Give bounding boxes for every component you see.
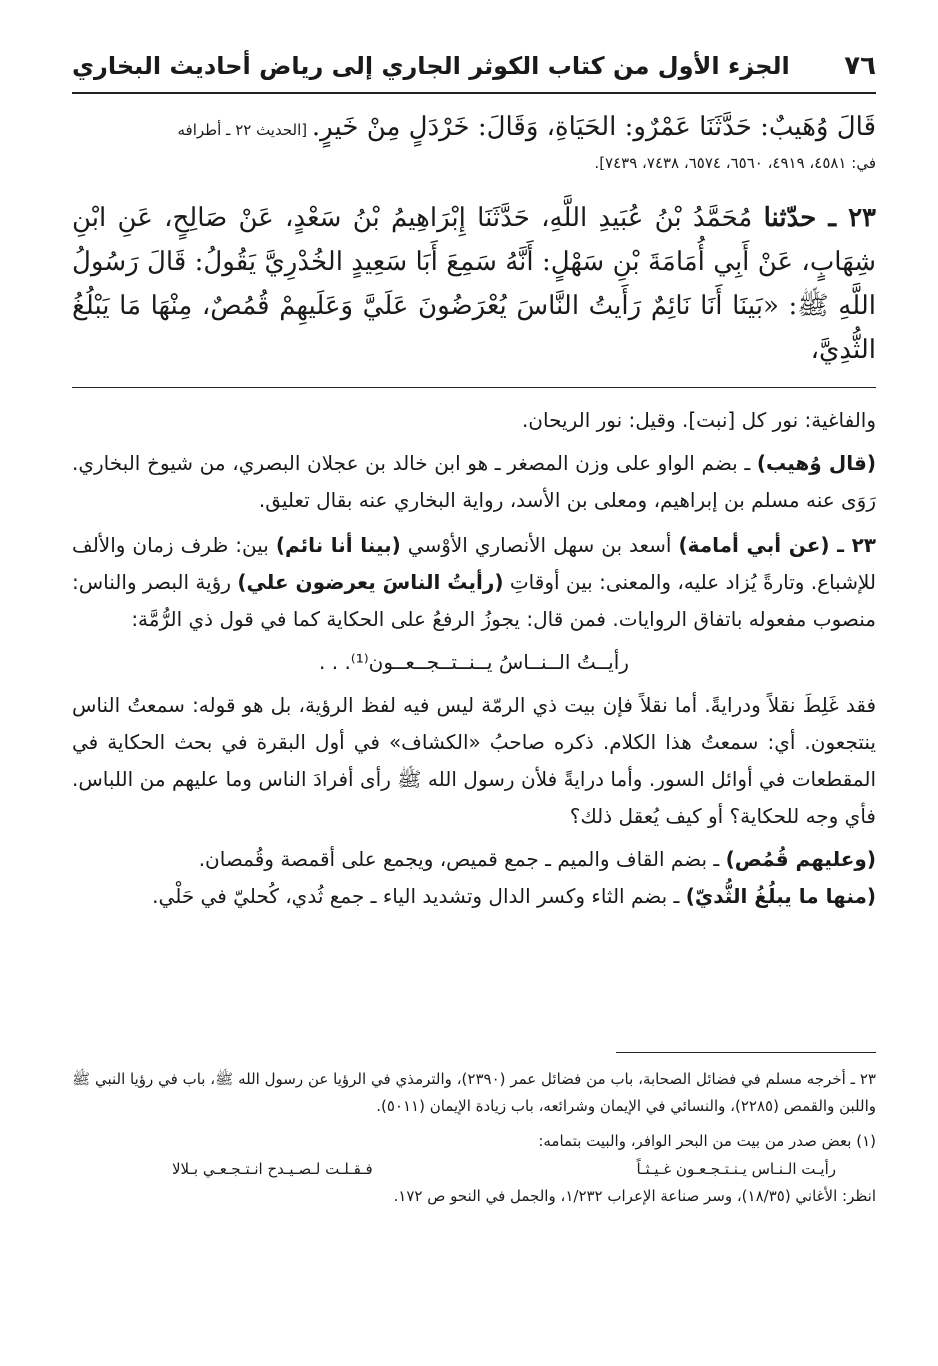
commentary-paragraph: والفاغية: نور كل [نبت]. وقيل: نور الريحان. <box>521 408 876 432</box>
poem-first-hemistich: رأيـت الـنـاس يـنـتـجـعـون غـيـثـاً <box>636 1160 836 1178</box>
commentary <box>72 402 876 915</box>
commentary-paragraph: (قال وُهيب) ـ بضم الواو على وزن المصغر ـ هو ابن خالد بن عجلان البصري، من شيوخ البخاري. رَوَى عنه مسلم بن إبراهيم، ومعلى بن الأسد، رواية البخاري عنه بقال تعليق. <box>72 451 876 512</box>
footnote-23: ٢٣ ـ أخرجه مسلم في فضائل الصحابة، باب من فضائل عمر (٢٣٩٠)، والترمذي في الرؤيا عن رسول الله ﷺ، باب في رؤيا النبي ﷺ واللبن والقمص (٢٢٨٥)، والنسائي في الإيمان وشرائعه، باب زيادة الإيمان (٥٠١١). <box>72 1070 876 1115</box>
quoted-term: ٢٣ ـ (عن أبي أمامة) <box>678 533 876 557</box>
commentary-paragraph: فقد غَلِطَ نقلاً ودرايةً. أما نقلاً فإن بيت ذي الرمّة ليس فيه لفظ الرؤية، بل هو قوله: سمعتُ الناس ينتجعون. أي: سمعتُ هذا الكلام. ذكره صاحبُ «الكشاف» في أول البقرة في بحث الحكاية في المقطعات في أوائل السور. وأما درايةً فلأن رسول الله ﷺ رأى أفرادَ الناس وما عليهم من اللباس. فأي وجه للحكاية؟ أو كيف يُعقل ذلك؟ <box>72 693 876 828</box>
poetry-verse: رأيــتُ الــنــاسُ يــنــتــجــعــون⁽¹⁾. . . <box>319 650 629 674</box>
hadith-23 <box>72 196 876 372</box>
quoted-term: (بينا أنا نائم) <box>275 533 401 557</box>
footnote-divider <box>616 1052 876 1053</box>
quoted-term: (منها ما يبلُغُ الثُّديّ) <box>685 884 876 908</box>
commentary-paragraph: ٢٣ ـ (عن أبي أمامة) أسعد بن سهل الأنصاري الأوْسي (بينا أنا نائم) بين: ظرف زمان والألف للإشباع. وتارةً يُزاد عليه، والمعنى: بين أوقاتِ (رأيتُ الناسَ يعرضون علي) رؤية البصر والناس: منصوب مفعوله باتفاق الروايات. فمن قال: يجوزُ الرفعُ على الحكاية كما في قول ذي الرُّمَّة: <box>72 533 877 631</box>
commentary-paragraph: (منها ما يبلُغُ الثُّديّ) ـ بضم الثاء وكسر الدال وتشديد الياء ـ جمع ثُدي، كُحليّ في حَلْي. <box>152 884 876 908</box>
commentary-paragraph: (وعليهم قُمُص) ـ بضم القاف والميم ـ جمع قميص، ويجمع على أقمصة وقُمصان. <box>198 847 876 871</box>
footnote-1: (١) بعض صدر من بيت من البحر الوافر، والبيت بتمامه: <box>538 1132 876 1150</box>
hadith-22-reference: [الحديث ٢٢ ـ أطرافه <box>177 121 312 139</box>
page-number: ٧٦ <box>844 51 876 81</box>
hadith-22-text: قَالَ وُهَيبٌ: حَدَّثَنَا عَمْرٌو: الحَيَاةِ، وَقَالَ: خَرْدَلٍ مِنْ خَيرٍ. <box>311 112 876 142</box>
hadith-23-text: مُحَمَّدُ بْنُ عُبَيدِ اللَّهِ، حَدَّثَنَا إِبْرَاهِيمُ بْنُ سَعْدٍ، عَنْ صَالِحٍ، عَنِ ابْنِ شِهَابٍ، عَنْ أَبِي أُمَامَةَ بْنِ سَهْلٍ: أَنَّهُ سَمِعَ أَبَا سَعِيدٍ الخُدْرِيَّ يَقُولُ: قَالَ رَسُولُ اللَّهِ ﷺ: «بَينَا أَنَا نَائِمٌ رَأَيتُ النَّاسَ يُعْرَضُونَ عَلَيَّ وَعَلَيهِمْ قُمُصٌ، مِنْهَا مَا يَبْلُغُ الثُّدِيَّ، <box>72 203 876 365</box>
hadith-22-tail <box>72 108 876 176</box>
footnote-sources: انظر: الأغاني (١٨/٣٥)، وسر صناعة الإعراب ١/٢٣٢، والجمل في النحو ص ١٧٢. <box>393 1187 876 1205</box>
poem-second-hemistich: فـقـلـت لـصـيـدح انـتـجـعـي بـلالا <box>172 1160 373 1178</box>
footnote-poem <box>72 1155 876 1183</box>
hadith-22-reference-cont: في: ٤٥٨١، ٤٩١٩، ٦٥٦٠، ٦٥٧٤، ٧٤٣٨، ٧٤٣٩]. <box>594 154 876 172</box>
running-title: الجزء الأول من كتاب الكوثر الجاري إلى رياض أحاديث البخاري <box>72 52 790 80</box>
quoted-term: (قال وُهيب) <box>756 451 876 475</box>
quoted-term: (وعليهم قُمُص) <box>725 847 876 871</box>
quoted-term: (رأيتُ الناسَ يعرضون علي) <box>237 570 504 594</box>
text-commentary-divider <box>72 387 876 388</box>
page-header <box>72 40 876 94</box>
hadith-23-number: ٢٣ ـ حدّثنا <box>763 203 876 233</box>
footnotes <box>72 1066 876 1210</box>
